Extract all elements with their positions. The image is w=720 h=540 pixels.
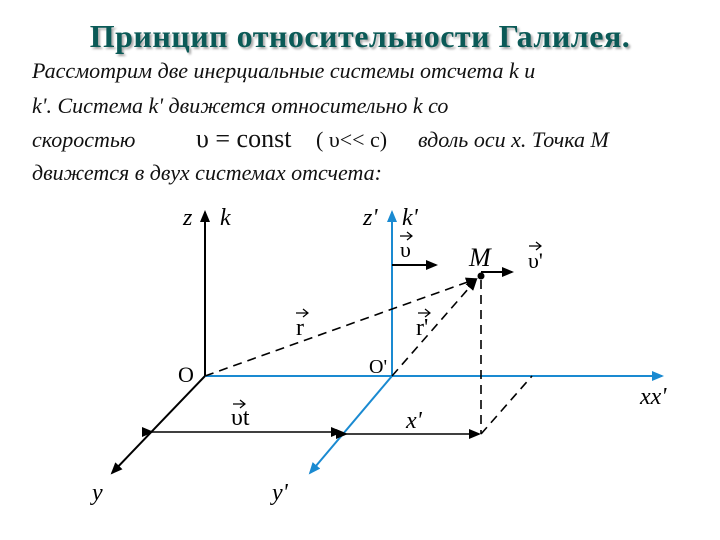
text-line-3-end: вдоль оси x. Точка M bbox=[418, 127, 609, 152]
label-m: M bbox=[469, 243, 491, 272]
label-y-prime: y' bbox=[272, 480, 288, 506]
label-z-prime: z' bbox=[363, 205, 378, 231]
label-k-prime: k' bbox=[402, 205, 418, 231]
label-xx-prime: xx' bbox=[640, 384, 667, 410]
label-k: k bbox=[220, 205, 231, 231]
label-v-prime: υ' bbox=[528, 248, 543, 273]
label-x-prime: x' bbox=[406, 408, 422, 434]
label-v-top: υ bbox=[400, 237, 411, 262]
y-prime-axis bbox=[310, 376, 392, 473]
label-r: r bbox=[296, 315, 304, 341]
speed-condition: ( υ<< c) bbox=[316, 127, 388, 152]
label-r-prime: r' bbox=[416, 315, 429, 341]
text-line-4: движется в двух системах отсчета: bbox=[32, 160, 382, 185]
label-vt: υt bbox=[231, 405, 250, 431]
label-o-prime: O' bbox=[369, 356, 388, 378]
slide-title: Принцип относительности Галилея. bbox=[89, 18, 631, 54]
text-line-3-start: скоростью bbox=[32, 127, 136, 152]
point-m bbox=[478, 273, 485, 280]
projection-diagonal bbox=[481, 376, 532, 434]
velocity-formula: υ = const bbox=[196, 124, 292, 153]
y-axis bbox=[112, 376, 205, 473]
label-y: y bbox=[92, 480, 103, 506]
text-line-1: Рассмотрим две инерциальные системы отсчета k и bbox=[32, 58, 536, 83]
label-z: z bbox=[183, 205, 193, 231]
label-o: O bbox=[178, 362, 194, 387]
text-line-2: k'. Система k' движется относительно k со bbox=[32, 93, 449, 118]
